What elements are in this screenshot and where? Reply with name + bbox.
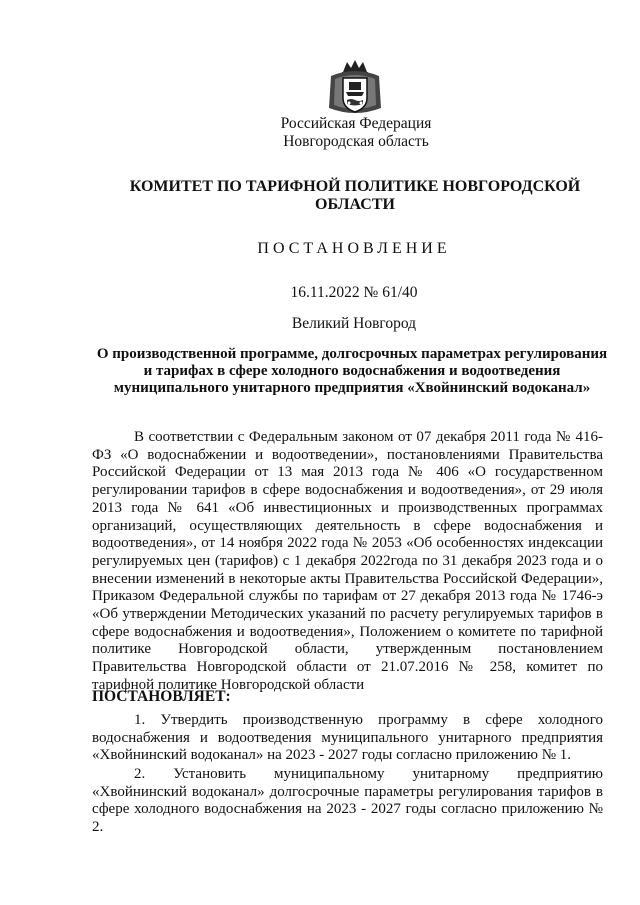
document-number: 16.11.2022 № 61/40 bbox=[290, 284, 418, 301]
novgorod-coat-of-arms-icon bbox=[325, 58, 385, 120]
country-name: Российская Федерация bbox=[280, 115, 432, 132]
committee-name: КОМИТЕТ ПО ТАРИФНОЙ ПОЛИТИКЕ НОВГОРОДСКОЙ ОБЛАСТИ bbox=[129, 178, 581, 213]
document-title: О производственной программе, долгосрочных параметрах регулирования и тарифах в сфере холодного водоснабжения и водоотведения муниципального унитарного предприятия «Хвойнинский водоканал» bbox=[96, 346, 608, 396]
document-type: ПОСТАНОВЛЕНИЕ bbox=[257, 240, 451, 257]
city-name: Великий Новгород bbox=[291, 315, 417, 332]
decree-item-1: 1. Утвердить производственную программу в сфере холодного водоснабжения и водоотведения муниципального унитарного предприятия «Хвойнинский водоканал» на 2023 - 2027 годы согласно приложению № 1. bbox=[92, 712, 603, 764]
preamble-paragraph: В соответствии с Федеральным законом от 07 декабря 2011 года № 416-ФЗ «О водоснабжении и водоотведении», постановлениями Правительства Российской Федерации от 13 мая 2013 года № 406 «О государственном регулировании тарифов в сфере водоснабжения и водоотведения», от 29 июля 2013 года № 641 «Об инвестиционных и производственных программах организаций, осуществляющих деятельность в сфере водоснабжения и водоотведения», от 14 ноября 2022 года № 2053 «Об особенностях индексации регулируемых цен (тарифов) с 1 декабря 2022года по 31 декабря 2023 года и о внесении изменений в некоторые акты Правительства Российской Федерации», Приказом Федеральной службы по тарифам от 27 декабря 2013 года № 1746-э «Об утверждении Методических указаний по расчету регулируемых тарифов в сфере водоснабжения и водоотведения», Положением о комитете по тарифной политике Новгородской области, утвержденным постановлением Правительства Новгородской области от 21.07.2016 № 258, комитет по тарифной политике Новгородской области bbox=[92, 429, 603, 693]
decree-item-2: 2. Установить муниципальному унитарному предприятию «Хвойнинский водоканал» долгосрочные параметры регулирования тарифов в сфере холодного водоснабжения на 2023 - 2027 годы согласно приложению № 2. bbox=[92, 766, 603, 836]
region-name: Новгородская область bbox=[283, 133, 429, 150]
decree-word: ПОСТАНОВЛЯЕТ: bbox=[92, 688, 231, 705]
